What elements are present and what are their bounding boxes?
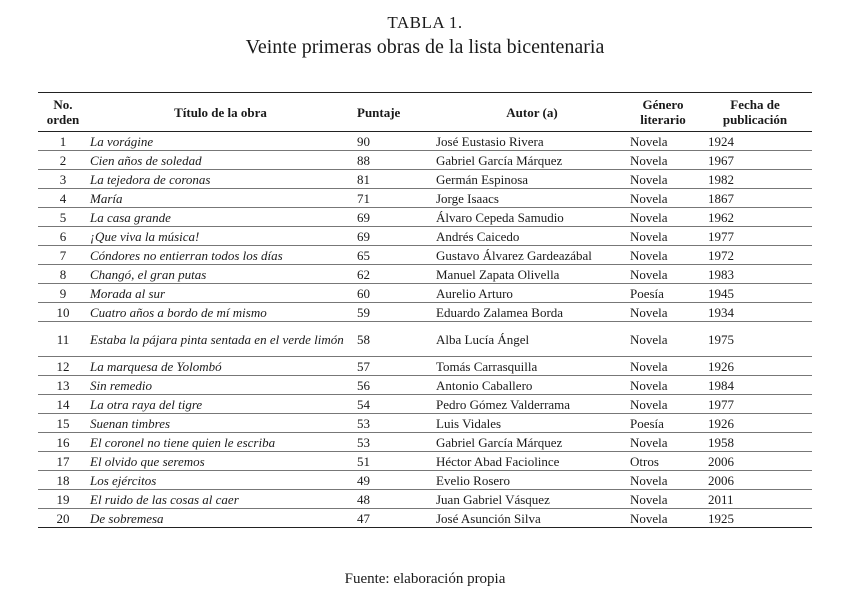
cell-score: 90 bbox=[353, 132, 436, 151]
header-author: Autor (a) bbox=[506, 104, 558, 120]
table-row bbox=[38, 433, 812, 452]
cell-year: 1984 bbox=[698, 376, 812, 395]
cell-author: Héctor Abad Faciolince bbox=[436, 452, 628, 471]
cell-num: 11 bbox=[38, 322, 88, 357]
cell-genre: Novela bbox=[628, 227, 698, 246]
cell-num: 19 bbox=[38, 490, 88, 509]
cell-num: 2 bbox=[38, 151, 88, 170]
table-row bbox=[38, 376, 812, 395]
cell-title: Cóndores no entierran todos los días bbox=[88, 246, 353, 265]
header-genre-line2: literario bbox=[640, 112, 686, 127]
cell-score: 69 bbox=[353, 208, 436, 227]
cell-author: Manuel Zapata Olivella bbox=[436, 265, 628, 284]
table-row bbox=[38, 414, 812, 433]
cell-num: 14 bbox=[38, 395, 88, 414]
cell-author: Antonio Caballero bbox=[436, 376, 628, 395]
header-year bbox=[698, 93, 812, 132]
cell-genre: Novela bbox=[628, 376, 698, 395]
cell-num: 1 bbox=[38, 132, 88, 151]
cell-title: Suenan timbres bbox=[88, 414, 353, 433]
cell-score: 62 bbox=[353, 265, 436, 284]
cell-genre: Novela bbox=[628, 322, 698, 357]
cell-year: 1972 bbox=[698, 246, 812, 265]
cell-num: 8 bbox=[38, 265, 88, 284]
header-score: Puntaje bbox=[357, 104, 401, 120]
cell-genre: Poesía bbox=[628, 284, 698, 303]
cell-year: 1867 bbox=[698, 189, 812, 208]
cell-num: 5 bbox=[38, 208, 88, 227]
header-genre bbox=[628, 93, 698, 132]
cell-author: Gustavo Álvarez Gardeazábal bbox=[436, 246, 628, 265]
table-row bbox=[38, 246, 812, 265]
cell-score: 57 bbox=[353, 357, 436, 376]
header-num-line2: orden bbox=[46, 112, 80, 127]
table-row bbox=[38, 189, 812, 208]
cell-num: 20 bbox=[38, 509, 88, 528]
header-title: Título de la obra bbox=[174, 104, 267, 120]
cell-title: Cuatro años a bordo de mí mismo bbox=[88, 303, 353, 322]
cell-author: Eduardo Zalamea Borda bbox=[436, 303, 628, 322]
cell-num: 15 bbox=[38, 414, 88, 433]
cell-genre: Novela bbox=[628, 509, 698, 528]
cell-num: 4 bbox=[38, 189, 88, 208]
cell-year: 1977 bbox=[698, 227, 812, 246]
cell-year: 1967 bbox=[698, 151, 812, 170]
cell-author: Andrés Caicedo bbox=[436, 227, 628, 246]
cell-genre: Novela bbox=[628, 490, 698, 509]
cell-year: 1925 bbox=[698, 509, 812, 528]
cell-title: El coronel no tiene quien le escriba bbox=[88, 433, 353, 452]
cell-num: 18 bbox=[38, 471, 88, 490]
cell-author: Pedro Gómez Valderrama bbox=[436, 395, 628, 414]
cell-author: Álvaro Cepeda Samudio bbox=[436, 208, 628, 227]
source-note: Fuente: elaboración propia bbox=[344, 571, 506, 587]
cell-title: La marquesa de Yolombó bbox=[88, 357, 353, 376]
cell-genre: Novela bbox=[628, 132, 698, 151]
cell-year: 1945 bbox=[698, 284, 812, 303]
cell-num: 17 bbox=[38, 452, 88, 471]
cell-title: El ruido de las cosas al caer bbox=[88, 490, 353, 509]
cell-title: La vorágine bbox=[88, 132, 353, 151]
works-table bbox=[38, 92, 812, 528]
cell-author: Jorge Isaacs bbox=[436, 189, 628, 208]
cell-year: 1962 bbox=[698, 208, 812, 227]
header-num-line1: No. bbox=[53, 97, 73, 112]
cell-year: 1983 bbox=[698, 265, 812, 284]
header-year-line2: publicación bbox=[722, 112, 788, 127]
cell-genre: Poesía bbox=[628, 414, 698, 433]
cell-score: 47 bbox=[353, 509, 436, 528]
cell-num: 6 bbox=[38, 227, 88, 246]
cell-genre: Novela bbox=[628, 246, 698, 265]
cell-num: 10 bbox=[38, 303, 88, 322]
table-row bbox=[38, 357, 812, 376]
cell-genre: Novela bbox=[628, 170, 698, 189]
cell-title: La otra raya del tigre bbox=[88, 395, 353, 414]
cell-year: 2011 bbox=[698, 490, 812, 509]
cell-year: 2006 bbox=[698, 452, 812, 471]
cell-year: 1975 bbox=[698, 322, 812, 357]
cell-title: Los ejércitos bbox=[88, 471, 353, 490]
cell-year: 1982 bbox=[698, 170, 812, 189]
cell-title: Changó, el gran putas bbox=[88, 265, 353, 284]
cell-num: 7 bbox=[38, 246, 88, 265]
cell-year: 1926 bbox=[698, 357, 812, 376]
cell-year: 1977 bbox=[698, 395, 812, 414]
cell-score: 88 bbox=[353, 151, 436, 170]
cell-score: 49 bbox=[353, 471, 436, 490]
cell-score: 65 bbox=[353, 246, 436, 265]
table-row bbox=[38, 208, 812, 227]
cell-genre: Novela bbox=[628, 395, 698, 414]
cell-title: La casa grande bbox=[88, 208, 353, 227]
cell-title: De sobremesa bbox=[88, 509, 353, 528]
cell-author: Juan Gabriel Vásquez bbox=[436, 490, 628, 509]
cell-genre: Novela bbox=[628, 433, 698, 452]
cell-author: Alba Lucía Ángel bbox=[436, 322, 628, 357]
cell-title: Cien años de soledad bbox=[88, 151, 353, 170]
cell-year: 1934 bbox=[698, 303, 812, 322]
cell-genre: Novela bbox=[628, 303, 698, 322]
cell-score: 53 bbox=[353, 433, 436, 452]
cell-title: ¡Que viva la música! bbox=[88, 227, 353, 246]
cell-year: 1924 bbox=[698, 132, 812, 151]
cell-author: Tomás Carrasquilla bbox=[436, 357, 628, 376]
cell-title: El olvido que seremos bbox=[88, 452, 353, 471]
cell-author: Gabriel García Márquez bbox=[436, 151, 628, 170]
table-row bbox=[38, 395, 812, 414]
cell-score: 58 bbox=[353, 322, 436, 357]
cell-title: Sin remedio bbox=[88, 376, 353, 395]
table-row bbox=[38, 509, 812, 528]
cell-score: 48 bbox=[353, 490, 436, 509]
cell-author: Germán Espinosa bbox=[436, 170, 628, 189]
cell-score: 71 bbox=[353, 189, 436, 208]
cell-title: María bbox=[88, 189, 353, 208]
table-row bbox=[38, 303, 812, 322]
table-row bbox=[38, 471, 812, 490]
cell-title: Morada al sur bbox=[88, 284, 353, 303]
cell-genre: Novela bbox=[628, 151, 698, 170]
cell-genre: Novela bbox=[628, 265, 698, 284]
cell-title: La tejedora de coronas bbox=[88, 170, 353, 189]
table-label: TABLA 1. bbox=[387, 13, 463, 32]
cell-year: 1926 bbox=[698, 414, 812, 433]
cell-score: 59 bbox=[353, 303, 436, 322]
cell-genre: Novela bbox=[628, 189, 698, 208]
cell-author: José Eustasio Rivera bbox=[436, 132, 628, 151]
header-genre-line1: Género bbox=[642, 97, 684, 112]
header-year-line1: Fecha de bbox=[730, 97, 780, 112]
table-row bbox=[38, 151, 812, 170]
table-row bbox=[38, 452, 812, 471]
cell-genre: Novela bbox=[628, 471, 698, 490]
cell-genre: Novela bbox=[628, 357, 698, 376]
table-header-row bbox=[38, 93, 812, 132]
cell-score: 51 bbox=[353, 452, 436, 471]
table-row bbox=[38, 265, 812, 284]
cell-num: 9 bbox=[38, 284, 88, 303]
table-row bbox=[38, 132, 812, 151]
cell-author: Luis Vidales bbox=[436, 414, 628, 433]
cell-score: 56 bbox=[353, 376, 436, 395]
cell-score: 53 bbox=[353, 414, 436, 433]
cell-year: 2006 bbox=[698, 471, 812, 490]
table-row bbox=[38, 284, 812, 303]
cell-author: Aurelio Arturo bbox=[436, 284, 628, 303]
cell-title: Estaba la pájara pinta sentada en el verde limón bbox=[88, 322, 353, 357]
cell-genre: Otros bbox=[628, 452, 698, 471]
table-title: Veinte primeras obras de la lista bicentenaria bbox=[245, 36, 605, 58]
table-row bbox=[38, 322, 812, 357]
cell-num: 3 bbox=[38, 170, 88, 189]
table-row bbox=[38, 170, 812, 189]
table-row bbox=[38, 490, 812, 509]
cell-genre: Novela bbox=[628, 208, 698, 227]
cell-score: 60 bbox=[353, 284, 436, 303]
cell-score: 81 bbox=[353, 170, 436, 189]
cell-year: 1958 bbox=[698, 433, 812, 452]
cell-author: José Asunción Silva bbox=[436, 509, 628, 528]
header-num bbox=[38, 93, 88, 132]
cell-author: Gabriel García Márquez bbox=[436, 433, 628, 452]
cell-num: 13 bbox=[38, 376, 88, 395]
cell-author: Evelio Rosero bbox=[436, 471, 628, 490]
cell-score: 54 bbox=[353, 395, 436, 414]
cell-score: 69 bbox=[353, 227, 436, 246]
cell-num: 16 bbox=[38, 433, 88, 452]
table-row bbox=[38, 227, 812, 246]
cell-num: 12 bbox=[38, 357, 88, 376]
